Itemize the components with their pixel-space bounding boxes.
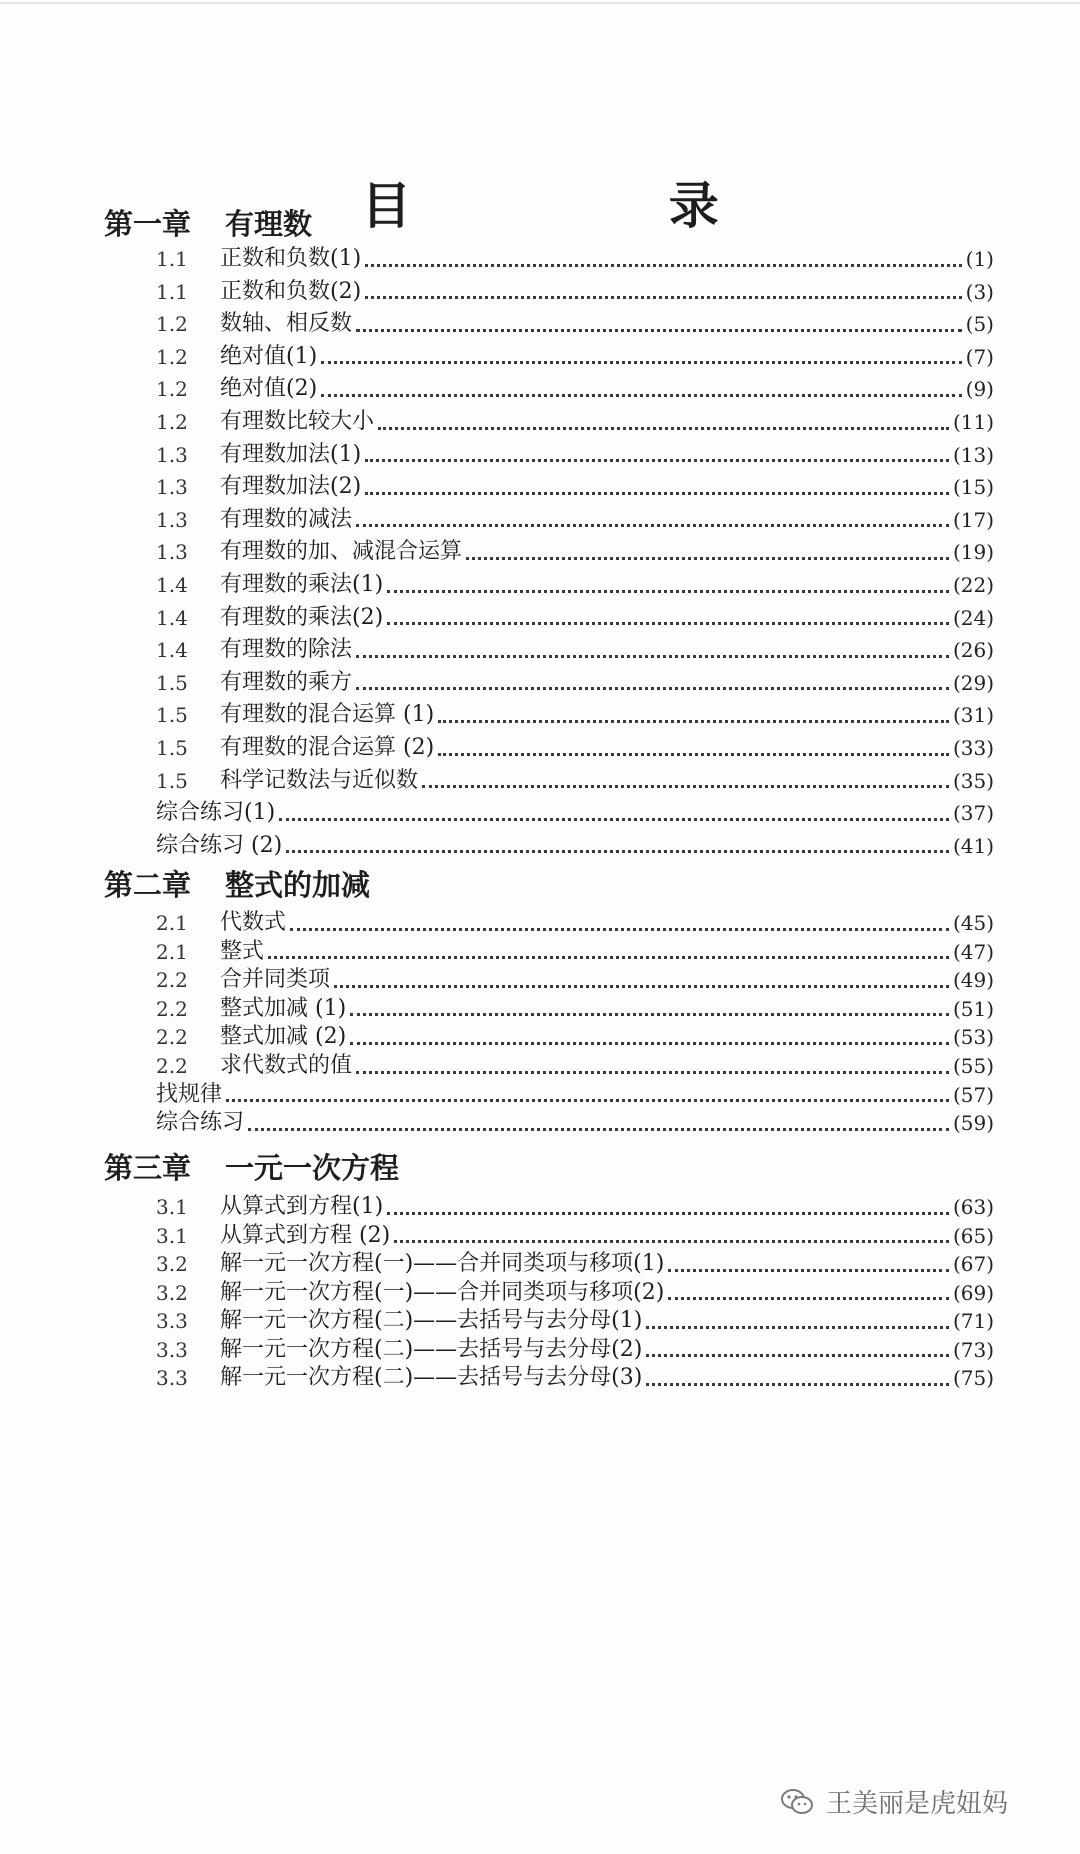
section-number: 3.3	[156, 1337, 188, 1362]
section-number: 3.2	[156, 1280, 188, 1305]
toc-entry[interactable]	[156, 1080, 994, 1110]
toc-entry[interactable]	[156, 505, 994, 535]
toc-entry[interactable]	[156, 700, 994, 730]
dot-leader	[387, 1212, 949, 1215]
page-number: (31)	[952, 703, 994, 728]
dot-leader	[350, 1013, 949, 1016]
entry-title: 综合练习 (2)	[156, 832, 283, 858]
toc-entry[interactable]	[156, 798, 994, 828]
toc-entry[interactable]	[156, 635, 994, 665]
page-number: (69)	[952, 1280, 994, 1305]
toc-entry[interactable]	[156, 831, 994, 861]
entry-title: 科学记数法与近似数	[220, 767, 419, 793]
toc-entry[interactable]	[156, 342, 994, 372]
dot-leader	[356, 1071, 949, 1074]
page-number: (45)	[952, 911, 994, 935]
page-number: (65)	[952, 1223, 994, 1248]
toc-entry[interactable]	[156, 766, 994, 796]
entry-title: 有理数比较大小	[220, 409, 375, 434]
page-number: (55)	[952, 1054, 994, 1078]
entry-title: 有理数的加、减混合运算	[220, 539, 463, 565]
section-number: 1.5	[156, 703, 188, 728]
toc-entry[interactable]	[156, 570, 994, 600]
entry-title: 综合练习	[156, 1110, 245, 1136]
toc-entry[interactable]	[156, 277, 994, 307]
dot-leader	[365, 264, 961, 267]
chapter-heading[interactable]	[104, 867, 370, 903]
section-number: 1.4	[156, 638, 188, 663]
toc-entry[interactable]	[156, 908, 994, 938]
section-number: 1.4	[156, 605, 188, 630]
section-number: 2.1	[156, 911, 188, 935]
chapter-name: 一元一次方程	[225, 1151, 400, 1185]
toc-entry[interactable]	[156, 374, 994, 404]
entry-title: 综合练习(1)	[156, 800, 276, 826]
dot-leader	[356, 655, 949, 658]
entry-title: 绝对值(2)	[220, 376, 318, 402]
section-number: 2.1	[156, 939, 188, 964]
dot-leader	[394, 1240, 949, 1243]
entry-title: 解一元一次方程(二)——去括号与去分母(1)	[220, 1308, 643, 1333]
dot-leader	[365, 492, 949, 495]
toc-entry[interactable]	[156, 603, 994, 633]
toc-entry[interactable]	[156, 1192, 994, 1222]
toc-entry[interactable]	[156, 668, 994, 698]
entry-title: 整式	[220, 938, 265, 964]
page-number: (35)	[952, 768, 994, 793]
chapter-label: 第三章	[104, 1151, 192, 1185]
entry-title: 有理数的混合运算 (1)	[220, 702, 435, 728]
section-number: 1.2	[156, 410, 188, 434]
entry-title: 有理数的减法	[220, 506, 353, 532]
page-number: (33)	[952, 736, 994, 760]
entry-title: 有理数的乘法(2)	[220, 604, 384, 630]
dot-leader	[365, 459, 949, 462]
entry-title: 从算式到方程(1)	[220, 1194, 384, 1219]
entry-title: 有理数的乘法(1)	[220, 572, 384, 597]
dot-leader	[466, 557, 949, 560]
toc-entry[interactable]	[156, 1335, 994, 1365]
toc-entry[interactable]	[156, 1363, 994, 1393]
toc-entry[interactable]	[156, 309, 994, 339]
section-number: 2.2	[156, 996, 188, 1021]
page-number: (13)	[952, 442, 994, 467]
toc-entry[interactable]	[156, 1022, 994, 1052]
page-number: (24)	[952, 605, 994, 630]
section-number: 2.2	[156, 968, 188, 993]
page-number: (22)	[952, 573, 994, 597]
dot-leader	[438, 753, 949, 756]
dot-leader	[646, 1383, 949, 1386]
entry-title: 整式加减 (1)	[220, 995, 347, 1021]
toc-entry[interactable]	[156, 1306, 994, 1336]
dot-leader	[286, 850, 949, 853]
section-number: 3.3	[156, 1366, 188, 1390]
dot-leader	[290, 928, 949, 931]
page-number: (19)	[952, 540, 994, 565]
entry-title: 数轴、相反数	[220, 311, 353, 337]
dot-leader	[646, 1354, 949, 1357]
page-number: (15)	[952, 475, 994, 500]
toc-entry[interactable]	[156, 440, 994, 470]
dot-leader	[321, 361, 961, 364]
toc-entry[interactable]	[156, 1221, 994, 1251]
page-number: (3)	[965, 279, 994, 304]
toc-entry[interactable]	[156, 1108, 994, 1138]
page-number: (7)	[965, 344, 994, 369]
section-number: 1.3	[156, 507, 188, 532]
page-number: (73)	[952, 1337, 994, 1362]
entry-title: 正数和负数(1)	[220, 246, 362, 271]
page-number: (57)	[952, 1082, 994, 1107]
dot-leader	[279, 818, 949, 821]
dot-leader	[321, 394, 961, 397]
dot-leader	[668, 1297, 949, 1300]
dot-leader	[422, 785, 949, 788]
dot-leader	[387, 590, 949, 593]
section-number: 1.2	[156, 312, 188, 337]
section-number: 1.1	[156, 247, 188, 271]
chapter-label: 第二章	[104, 868, 192, 902]
toc-entry[interactable]	[156, 733, 994, 763]
entry-title: 解一元一次方程(二)——去括号与去分母(3)	[220, 1365, 643, 1390]
dot-leader	[226, 1099, 949, 1102]
page-number: (26)	[952, 638, 994, 663]
watermark-text: 王美丽是虎妞妈	[825, 1789, 1008, 1819]
dot-leader	[365, 296, 961, 299]
chapter-name: 整式的加减	[225, 868, 371, 902]
dot-leader	[438, 720, 949, 723]
toc-entry[interactable]	[156, 537, 994, 567]
page-number: (17)	[952, 507, 994, 532]
section-number: 3.2	[156, 1252, 188, 1276]
entry-title: 合并同类项	[220, 967, 331, 993]
toc-entry[interactable]	[156, 937, 994, 967]
entry-title: 从算式到方程 (2)	[220, 1222, 391, 1248]
toc-entry[interactable]	[156, 1051, 994, 1081]
toc-entry[interactable]	[156, 1249, 994, 1279]
page-number: (29)	[952, 670, 994, 695]
chapter-name: 有理数	[225, 207, 313, 241]
section-number: 1.4	[156, 573, 188, 597]
entry-title: 求代数式的值	[220, 1053, 353, 1078]
toc-entry[interactable]	[156, 1278, 994, 1308]
page-number: (1)	[965, 247, 994, 271]
page-number: (47)	[952, 939, 994, 964]
dot-leader	[356, 687, 949, 690]
toc-entry[interactable]	[156, 407, 994, 437]
toc-entry[interactable]	[156, 994, 994, 1024]
page-top-edge	[0, 2, 1080, 4]
page-number: (41)	[952, 833, 994, 858]
page-number: (5)	[965, 312, 994, 337]
entry-title: 找规律	[156, 1081, 223, 1107]
section-number: 1.5	[156, 736, 188, 760]
chapter-heading[interactable]	[104, 1150, 399, 1186]
entry-title: 有理数的除法	[220, 637, 353, 663]
chapter-label: 第一章	[104, 207, 192, 241]
page-number: (71)	[952, 1309, 994, 1333]
dot-leader	[356, 329, 962, 332]
chapter-heading[interactable]	[104, 206, 312, 242]
section-number: 2.2	[156, 1054, 188, 1078]
page-number: (9)	[965, 377, 994, 402]
entry-title: 有理数加法(1)	[220, 441, 362, 467]
toc-entry[interactable]	[156, 244, 994, 274]
dot-leader	[646, 1326, 949, 1329]
toc-entry[interactable]	[156, 472, 994, 502]
page-title: 目 录	[361, 177, 839, 235]
dot-leader	[334, 985, 949, 988]
entry-title: 正数和负数(2)	[220, 278, 362, 304]
dot-leader	[356, 524, 949, 527]
entry-title: 解一元一次方程(一)——合并同类项与移项(2)	[220, 1279, 665, 1305]
section-number: 1.3	[156, 475, 188, 500]
section-number: 1.2	[156, 377, 188, 402]
dot-leader	[268, 956, 949, 959]
wechat-icon	[780, 1787, 814, 1817]
entry-title: 绝对值(1)	[220, 343, 318, 369]
page-number: (51)	[952, 996, 994, 1021]
dot-leader	[350, 1042, 949, 1045]
entry-title: 整式加减 (2)	[220, 1024, 347, 1050]
page-number: (37)	[952, 801, 994, 826]
dot-leader	[668, 1269, 949, 1272]
dot-leader	[387, 622, 949, 625]
watermark	[780, 1783, 1008, 1820]
section-number: 3.1	[156, 1223, 188, 1248]
entry-title: 有理数的乘方	[220, 669, 353, 695]
page-number: (75)	[952, 1366, 994, 1390]
toc-entry[interactable]	[156, 965, 994, 995]
entry-title: 解一元一次方程(二)——去括号与去分母(2)	[220, 1336, 643, 1362]
dot-leader	[378, 427, 949, 430]
section-number: 1.3	[156, 442, 188, 467]
entry-title: 代数式	[220, 910, 287, 935]
page-number: (49)	[952, 968, 994, 993]
section-number: 1.5	[156, 670, 188, 695]
section-number: 3.1	[156, 1195, 188, 1219]
entry-title: 有理数加法(2)	[220, 474, 362, 500]
dot-leader	[248, 1128, 949, 1131]
page-number: (59)	[952, 1111, 994, 1136]
entry-title: 解一元一次方程(一)——合并同类项与移项(1)	[220, 1251, 665, 1276]
section-number: 1.5	[156, 768, 188, 793]
section-number: 3.3	[156, 1309, 188, 1333]
page-number: (63)	[952, 1195, 994, 1219]
section-number: 2.2	[156, 1025, 188, 1050]
section-number: 1.2	[156, 344, 188, 369]
page-number: (67)	[952, 1252, 994, 1276]
page-number: (11)	[952, 410, 994, 434]
entry-title: 有理数的混合运算 (2)	[220, 735, 435, 760]
section-number: 1.3	[156, 540, 188, 565]
page-number: (53)	[952, 1025, 994, 1050]
section-number: 1.1	[156, 279, 188, 304]
